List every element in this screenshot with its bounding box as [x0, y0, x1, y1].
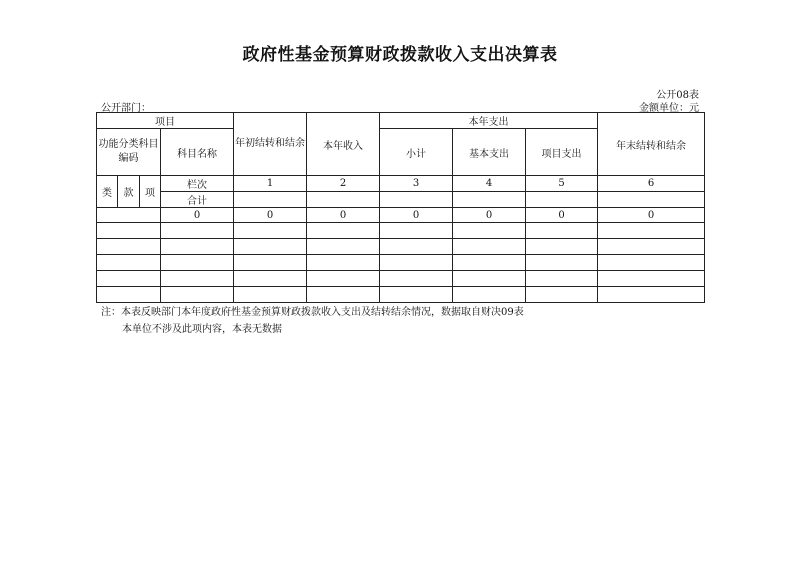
header-section: 款 [118, 176, 140, 208]
header-subtotal: 小计 [380, 129, 453, 176]
column-no-label: 栏次 [161, 176, 234, 192]
total-value: 0 [234, 208, 307, 223]
col-number: 3 [380, 176, 453, 192]
col-number: 6 [598, 176, 705, 192]
header-func-class-code: 功能分类科目编码 [97, 129, 161, 176]
column-number-row [97, 176, 705, 192]
total-value: 0 [526, 208, 598, 223]
total-value: 0 [307, 208, 380, 223]
empty-row [97, 287, 705, 303]
amount-unit-label: 金额单位：元 [639, 103, 699, 114]
header-closing-balance: 年末结转和结余 [598, 113, 705, 176]
header-opening-balance: 年初结转和结余 [234, 113, 307, 176]
empty-row [97, 255, 705, 271]
total-value: 0 [380, 208, 453, 223]
page-title: 政府性基金预算财政拨款收入支出决算表 [242, 45, 558, 65]
header-project-expense: 项目支出 [526, 129, 598, 176]
header-item: 项目 [97, 113, 234, 129]
header-current-income: 本年收入 [307, 113, 380, 176]
header-basic-expense: 基本支出 [453, 129, 526, 176]
header-item-col: 项 [140, 176, 161, 208]
footnote-no-data: 本单位不涉及此项内容，本表无数据 [122, 324, 282, 335]
budget-table [96, 112, 705, 303]
total-value: 0 [598, 208, 705, 223]
col-number: 4 [453, 176, 526, 192]
form-number: 公开08表 [656, 90, 699, 101]
header-class: 类 [97, 176, 118, 208]
empty-row [97, 223, 705, 239]
header-row-1 [97, 113, 705, 129]
footnote-source: 注：本表反映部门本年度政府性基金预算财政拨款收入支出及结转结余情况，数据取自财决09表 [101, 307, 524, 318]
header-current-expense: 本年支出 [380, 113, 598, 129]
col-number: 5 [526, 176, 598, 192]
total-label-row [97, 192, 705, 208]
total-value: 0 [453, 208, 526, 223]
department-label: 公开部门： [101, 103, 151, 114]
total-value: 0 [161, 208, 234, 223]
total-label: 合计 [161, 192, 234, 208]
col-number: 2 [307, 176, 380, 192]
empty-row [97, 271, 705, 287]
total-values-row [97, 208, 705, 223]
blank-code-cell [97, 208, 161, 223]
header-subject-name: 科目名称 [161, 129, 234, 176]
empty-row [97, 239, 705, 255]
col-number: 1 [234, 176, 307, 192]
